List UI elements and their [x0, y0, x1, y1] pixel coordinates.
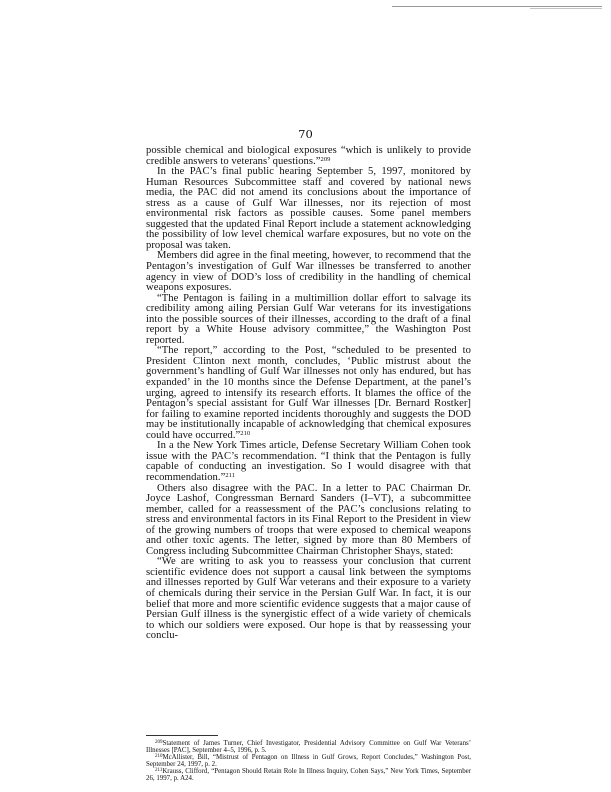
paragraph-1-text: possible chemical and biological exposures “which is unlikely to provide credible answers to veterans’ questions.”: [146, 145, 471, 167]
scan-edge-rule: [392, 6, 602, 7]
paragraph-3: Members did agree in the final meeting, however, to recommend that the Pentagon’s investigation of Gulf War illnesses be transferred to another agency in view of DOD’s loss of credibility in the handling of chemical weapons exposures.: [146, 250, 471, 294]
body-text: [146, 146, 471, 642]
paragraph-6-text: In a the New York Times article, Defense Secretary William Cohen took issue with the PAC’s recommendation. “I think that the Pentagon is fully capable of conducting an investigation. So I would disagree with that recommendation.”: [146, 440, 471, 483]
page-number: 70: [298, 127, 313, 141]
footnote-ref-209: 209: [320, 155, 331, 163]
paragraph-1: [146, 146, 471, 167]
footnote-210: [146, 754, 471, 768]
quoted-letter-paragraph: “We are writing to ask you to reassess your conclusion that current scientific evidence does not support a causal link between the symptoms and illnesses reported by Gulf War veterans and their exposure to a variety of chemicals during their service in the Persian Gulf War. In fact, it is our belief that more and more scientific evidence suggests that a major cause of Persian Gulf illness is the synergistic effect of a wide variety of chemicals to which our soldiers were exposed. Our hope is that by reassessing your conclu-: [146, 556, 471, 642]
paragraph-5-text: “The report,” according to the Post, “scheduled to be presented to President Clinton next month, concludes, ‘Public mistrust about the government’s handling of Gulf War illnesses not only has endured, but has expanded’ in the 10 months since the Defense Department, at the panel’s urging, agreed to intensify its research efforts. It blames the office of the Pentagon’s special assistant for Gulf War illnesses [Dr. Bernard Rostker] for failing to examine reported incidents thoroughly and suggests the DOD may be institutionally incapable of acknowledging that chemical exposures could have occurred.”: [146, 345, 471, 441]
footnote-209: [146, 740, 471, 754]
paragraph-5: [146, 346, 471, 441]
paragraph-4: “The Pentagon is failing in a multimillion dollar effort to salvage its credibility among ailing Persian Gulf War veterans for its investigations into the possible sources of their illnesses, according to the draft of a final report by a White House advisory committee,” the Washington Post reported.: [146, 292, 471, 346]
paragraph-2: In the PAC’s final public hearing September 5, 1997, monitored by Human Resources Subcommittee staff and covered by national news media, the PAC did not amend its conclusions about the importance of stress as a cause of Gulf War illnesses, nor its rejection of most environmental risk factors as possible causes. Some panel members suggested that the updated Final Report include a statement acknowledging the possibility of low level chemical warfare exposures, but no vote on the proposal was taken.: [146, 166, 471, 251]
footnote-ref-211: 211: [225, 471, 236, 479]
footnote-text: Statement of James Turner, Chief Investigator, Presidential Advisory Committee on Gulf War Veterans’ Illnesses [PAC], September 4–5, 1996, p. 5.: [146, 740, 471, 755]
footnote-number: 209: [155, 740, 163, 745]
paragraph-6: [146, 441, 471, 483]
footnote-number: 210: [155, 754, 163, 760]
footnote-211: [146, 768, 471, 782]
footnotes: [146, 740, 471, 783]
footnote-text: McAllister, Bill, “Mistrust of Pentagon on Illness in Gulf Grows, Report Concludes,” Washington Post, September 24, 1997, p. 2.: [146, 754, 471, 769]
footnote-text: Krauss, Clifford, “Pentagon Should Retain Role In Illness Inquiry, Cohen Says,” New York Times, September 26, 1997, p. A24.: [146, 768, 471, 783]
scan-edge-rule-short: [530, 8, 602, 9]
footnote-number: 211: [155, 768, 163, 774]
paragraph-7: Others also disagree with the PAC. In a letter to PAC Chairman Dr. Joyce Lashof, Congressman Bernard Sanders (I–VT), a subcommittee member, called for a reassessment of the PAC’s conclusions relating to stress and environmental factors in its Final Report to the President in view of the growing numbers of troops that were exposed to chemical weapons and other toxic agents. The letter, signed by more than 80 Members of Congress including Subcommittee Chairman Christopher Shays, stated:: [146, 482, 471, 557]
footnote-divider: [146, 735, 218, 736]
footnote-ref-210: 210: [240, 429, 251, 437]
